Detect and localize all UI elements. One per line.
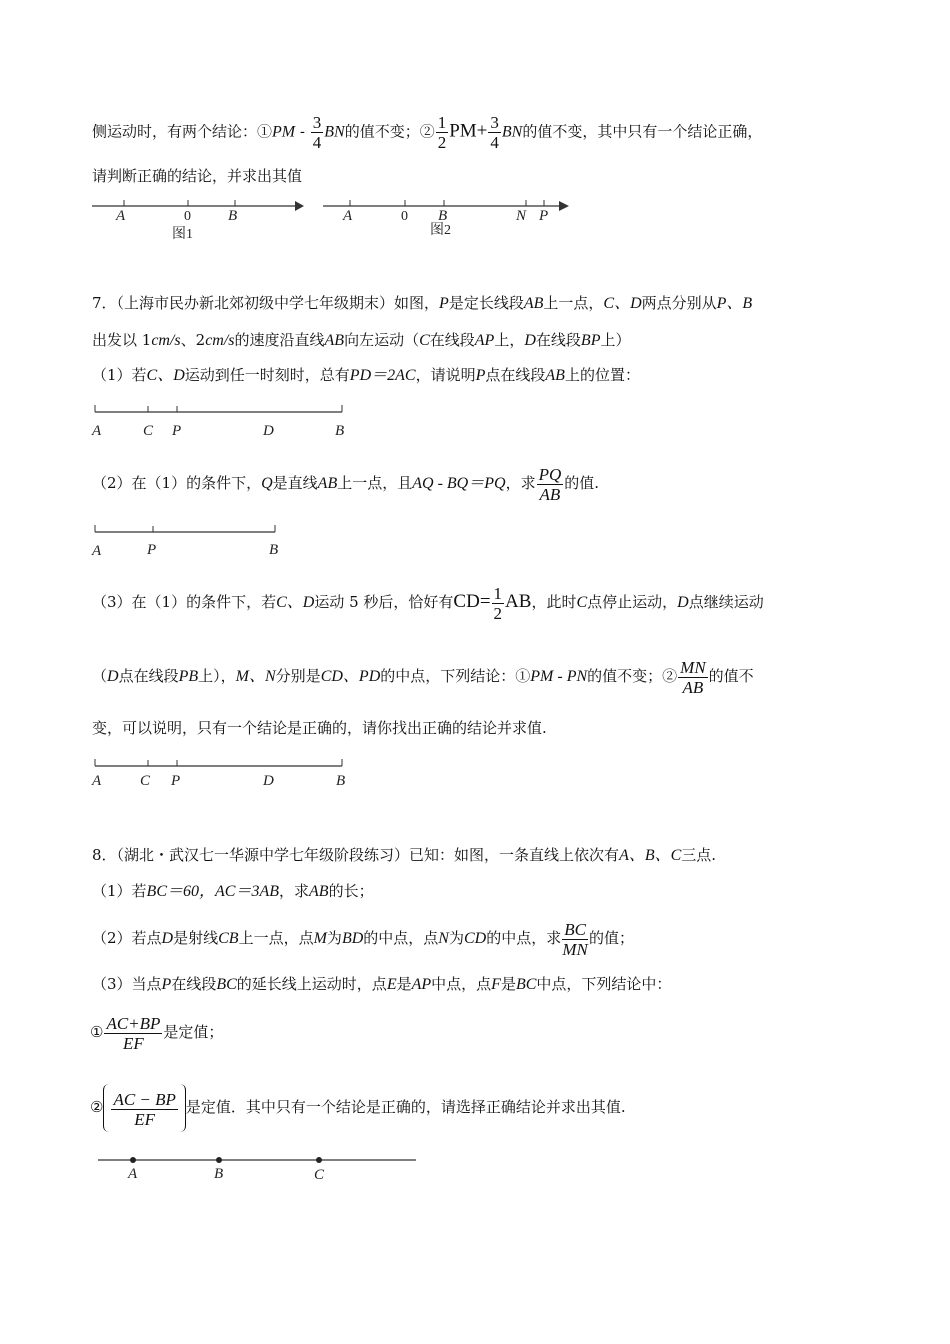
q8-part2: （2）若点D是射线CB上一点，点M为BD的中点，点N为CD的中点，求 $\frac{BC}{MN}$ 的值； [92,919,634,959]
q8-fig-label-b: B [214,1166,224,1182]
fraction-pq-ab: $\frac{PQ}{AB}$ [538,464,562,504]
q6-fig2-label-a: A [343,208,353,224]
q7-part3-line2: （D点在线段PB上），M、N分别是CD、PD的中点，下列结论：①PM - PN的值不变；② $\frac{MN}{AB}$ 的值不 [92,657,754,697]
q7-fig2-label-p: P [147,542,157,558]
fraction-acbp-ef: $\frac{AC+BP}{EF}$ [106,1013,161,1053]
q7-fig1-label-d: D [263,423,274,439]
q7-figure2 [92,525,292,559]
q6-fig1-label-b: B [228,208,238,224]
q7-fig1-label-b: B [335,423,345,439]
q8-conclusion2: ② $\frac{AC - BP}{EF}$ 是定值．其中只有一个结论是正确的，请选择正确结论并求出其值. [90,1084,626,1132]
q7-fig3-label-p: P [171,773,181,789]
fraction-ac-minus-bp-ef: $\frac{AC - BP}{EF}$ [113,1089,176,1129]
q8-part1: （1）若BC＝60，AC＝3AB，求AB的长； [92,882,374,900]
fraction-1-2: $\frac{1}{2}$ [437,113,447,152]
fraction-3-4: $\frac{3}{4}$ [312,113,322,152]
q6-line2: 请判断正确的结论，并求出其值 [92,167,303,185]
q7-fig3-label-c: C [140,773,151,789]
q6-fig1-label-a: A [116,208,126,224]
q6-fig2-caption: 图2 [430,223,451,238]
q7-fig2-label-a: A [92,543,102,559]
q7-head2: 出发以 1cm/s、2cm/s的速度沿直线AB向左运动（C在线段AP上，D在线段BP上） [92,331,631,349]
q7-fig3-label-a: A [92,773,102,789]
q7-fig1-label-p: P [172,423,182,439]
fraction-bc-mn: $\frac{BC}{MN}$ [562,919,588,959]
q7-part1: （1）若C、D运动到任一时刻时，总有PD＝2AC，请说明P点在线段AB上的位置： [92,366,640,384]
q7-head1: 7．（上海市民办新北郊初级中学七年级期末）如图，P是定长线段AB上一点，C、D两点分别从P、B [92,294,753,312]
q7-fig3-label-b: B [336,773,346,789]
q6-fig2-label-0: 0 [401,209,408,224]
q7-fig3-label-d: D [263,773,274,789]
absolute-value [103,1084,185,1132]
q6-fig2-label-n: N [516,208,527,224]
q6-line1: 侧运动时，有两个结论：①PM - $\frac{3}{4}$ BN的值不变；② $\frac{1}{2}$ PM+ $\frac{3}{4}$ BN的值不变，其中只有一个结论正确， [92,113,763,152]
q7-part3: （3）在（1）的条件下，若C、D运动 5 秒后，恰好有CD= $\frac{1}{2}$ AB，此时C点停止运动，D点继续运动 [92,583,764,623]
q7-part2: （2）在（1）的条件下，Q是直线AB上一点，且AQ - BQ＝PQ，求 $\frac{PQ}{AB}$ 的值. [92,464,600,504]
q7-fig1-label-a: A [92,423,102,439]
q7-figure1 [92,405,352,439]
q6-figure2 [323,196,573,242]
q8-head: 8．（湖北・武汉七一华源中学七年级阶段练习）已知：如图，一条直线上依次有A、B、C三点. [92,846,717,864]
q6-figure1 [92,196,312,242]
q7-figure3 [92,759,352,793]
q7-part3-line3: 变，可以说明，只有一个结论是正确的，请你找出正确的结论并求值. [92,719,547,737]
q6-fig2-label-p: P [539,208,549,224]
q7-fig1-label-c: C [143,423,154,439]
q8-fig-label-a: A [128,1166,138,1182]
q6-fig2-label-b: B [438,208,448,224]
q7-fig2-label-b: B [269,542,279,558]
q8-part3: （3）当点P在线段BC的延长线上运动时，点E是AP中点，点F是BC中点，下列结论中： [92,975,672,993]
fraction-mn-ab: $\frac{MN}{AB}$ [680,657,706,697]
q6-fig1-caption: 图1 [172,227,193,242]
fraction-1-2-q7: $\frac{1}{2}$ [493,583,503,623]
fraction-3-4b: $\frac{3}{4}$ [490,113,499,152]
q8-conclusion1: ① $\frac{AC+BP}{EF}$ 是定值； [90,1013,224,1053]
q8-fig-label-c: C [314,1167,325,1183]
q8-figure [98,1150,428,1184]
q6-fig1-label-0: 0 [184,209,191,224]
